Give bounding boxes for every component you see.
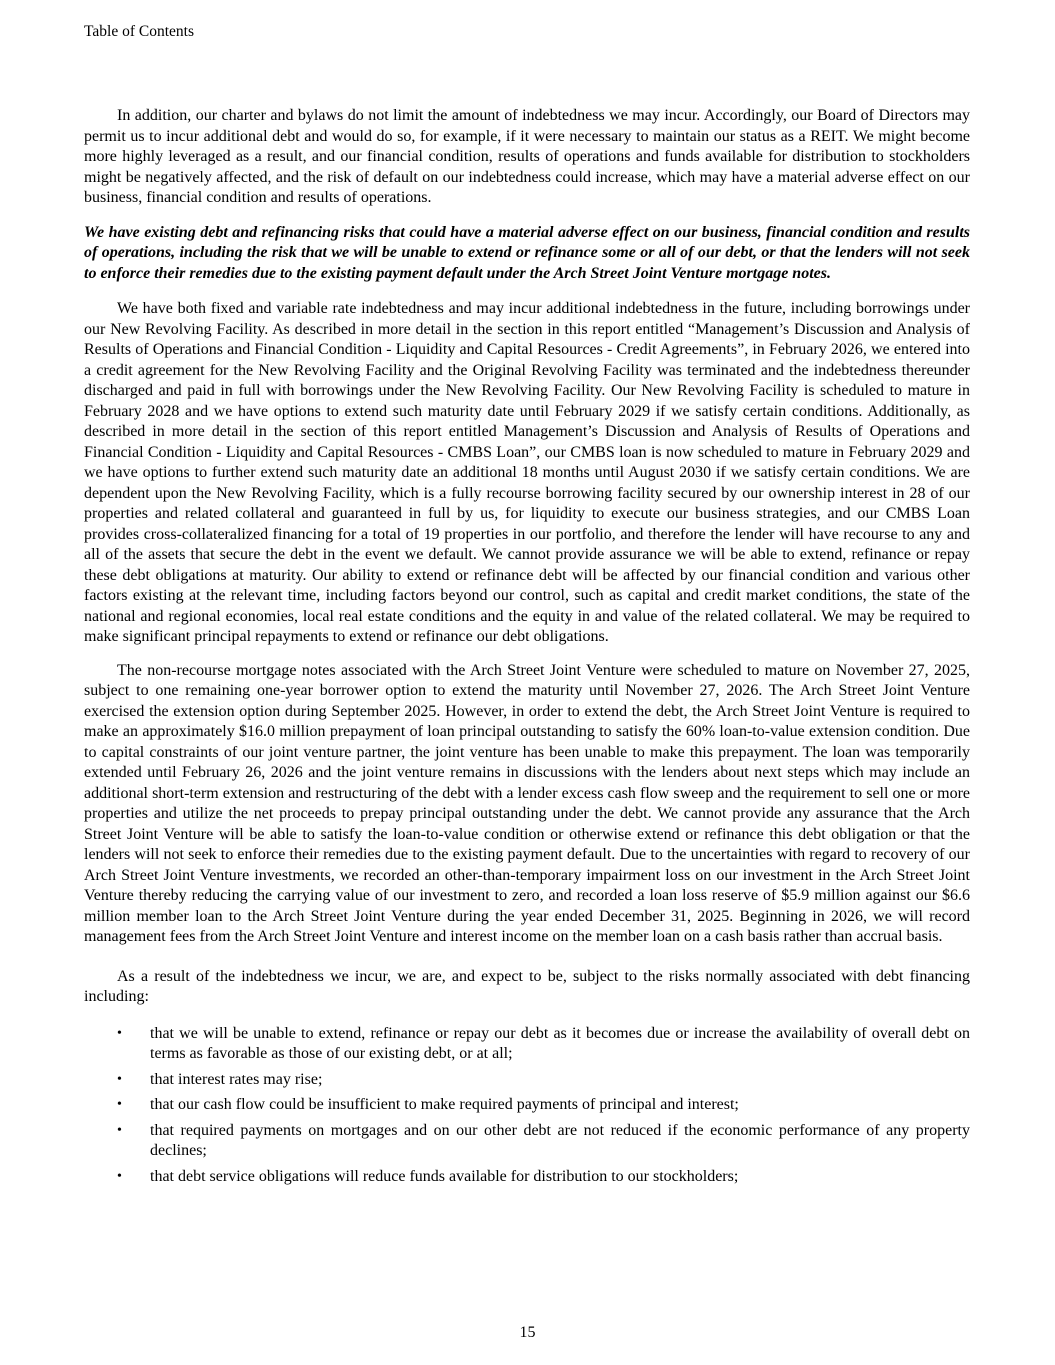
bullet-icon: • xyxy=(117,1168,122,1184)
paragraph-charter-bylaws: In addition, our charter and bylaws do not limit the amount of indebtedness we may incur. Accordingly, our Board of Directors may permit us to incur additional debt and would do so, for example, if it were necessary to maintain our status as a REIT. We might become more highly leveraged as a result, and our financial condition, results of operations and funds available for distribution to stockholders might be negatively affected, and the risk of default on our indebtedness could increase, which may have a material adverse effect on our business, financial condition and results of operations. xyxy=(84,107,970,206)
list-item xyxy=(84,1095,970,1116)
page-number: 15 xyxy=(519,1324,536,1341)
bullet-text: that our cash flow could be insufficient to make required payments of principal and interest; xyxy=(150,1096,739,1113)
bullet-icon: • xyxy=(117,1122,122,1138)
risk-bullet-list xyxy=(84,1024,970,1188)
bullet-icon: • xyxy=(117,1025,122,1041)
document-body xyxy=(84,106,970,1187)
list-item xyxy=(84,1070,970,1091)
list-item xyxy=(84,1121,970,1162)
list-item xyxy=(84,1024,970,1065)
bullet-text: that interest rates may rise; xyxy=(150,1070,323,1088)
document-header xyxy=(84,22,970,42)
list-item xyxy=(84,1167,970,1188)
bullet-icon: • xyxy=(117,1071,122,1087)
paragraph-risks-lead-in: As a result of the indebtedness we incur, we are, and expect to be, subject to the risks normally associated with debt financing including: xyxy=(84,967,970,1005)
bullet-text: that debt service obligations will reduce funds available for distribution to our stockholders; xyxy=(150,1167,739,1185)
bullet-text: that we will be unable to extend, refinance or repay our debt as it becomes due or increase the availability of overall debt on terms as favorable as those of our existing debt, or at all; xyxy=(150,1024,970,1062)
risk-factor-heading: We have existing debt and refinancing risks that could have a material adverse effect on our business, financial condition and results of operations, including the risk that we will be unable to extend or refinance some or all of our debt, or that the lenders will not seek to enforce their remedies due to the existing payment default under the Arch Street Joint Venture mortgage notes. xyxy=(84,223,970,282)
bullet-icon: • xyxy=(117,1097,122,1112)
paragraph-fixed-variable-debt: We have both fixed and variable rate indebtedness and may incur additional indebtedness in the future, including borrowings under our New Revolving Facility. As described in more detail in the section in this report entitled “Management’s Discussion and Analysis of Results of Operations and Financial Condition - Liquidity and Capital Resources - Credit Agreements”, in February 2026, we entered into a credit agreement for the New Revolving Facility and the Original Revolving Facility was terminated and the indebtedness thereunder discharged and paid in full with borrowings under the New Revolving Facility. Our New Revolving Facility is scheduled to mature in February 2028 and we have options to extend such maturity date until February 2029 if we satisfy certain conditions. Additionally, as described in more detail in the section of this report entitled Management’s Discussion and Analysis of Results of Operations and Financial Condition - Liquidity and Capital Resources - CMBS Loan”, our CMBS loan is now scheduled to mature in February 2029 and we have options to further extend such maturity date an additional 18 months until August 2030 if we satisfy certain conditions. We are dependent upon the New Revolving Facility, which is a fully recourse borrowing facility secured by our ownership interest in 28 of our properties and related collateral and guaranteed in full by us, for liquidity to execute our business strategies, and our CMBS Loan provides cross-collateralized financing for a total of 19 properties in our portfolio, and therefore the lender will have recourse to any and all of the assets that secure the debt in the event we default. We cannot provide assurance we will be able to extend, refinance or repay these debt obligations at maturity. Our ability to extend or refinance debt will be affected by our financial condition and various other factors existing at the relevant time, including factors beyond our control, such as capital and credit market conditions, the state of the national and regional economies, local real estate conditions and the equity in and value of the related collateral. We may be required to make significant principal repayments to extend or refinance our debt obligations. xyxy=(84,300,970,645)
table-of-contents-link[interactable]: Table of Contents xyxy=(84,23,194,40)
bullet-text: that required payments on mortgages and on our other debt are not reduced if the economic performance of any property declines; xyxy=(150,1121,970,1159)
paragraph-arch-street-notes: The non-recourse mortgage notes associated with the Arch Street Joint Venture were scheduled to mature on November 27, 2025, subject to one remaining one-year borrower option to extend the maturity until November 27, 2026. The Arch Street Joint Venture exercised the extension option during September 2025. However, in order to extend the debt, the Arch Street Joint Venture is required to make an approximately $16.0 million prepayment of loan principal outstanding to satisfy the 60% loan-to-value extension condition. Due to capital constraints of our joint venture partner, the joint venture has been unable to make this prepayment. The loan was temporarily extended until February 26, 2026 and the joint venture remains in discussions with the lenders about next steps which may include an additional short-term extension and restructuring of the debt with a lender excess cash flow sweep and the requirement to sell one or more properties and utilize the net proceeds to prepay principal outstanding under the debt. We cannot provide any assurance that the Arch Street Joint Venture will be able to satisfy the loan-to-value condition or otherwise extend or refinance this debt obligation or that the lenders will not seek to enforce their remedies due to the existing payment default. Due to the uncertainties with regard to recovery of our Arch Street Joint Venture investments, we recorded an other-than-temporary impairment loss on our investment in the Arch Street Joint Venture thereby reducing the carrying value of our investment to zero, and recorded a loan loss reserve of $5.9 million against our $6.6 million member loan to the Arch Street Joint Venture during the year ended December 31, 2025. Beginning in 2026, we will record management fees from the Arch Street Joint Venture and interest income on the member loan on a cash basis rather than accrual basis. xyxy=(84,661,970,945)
